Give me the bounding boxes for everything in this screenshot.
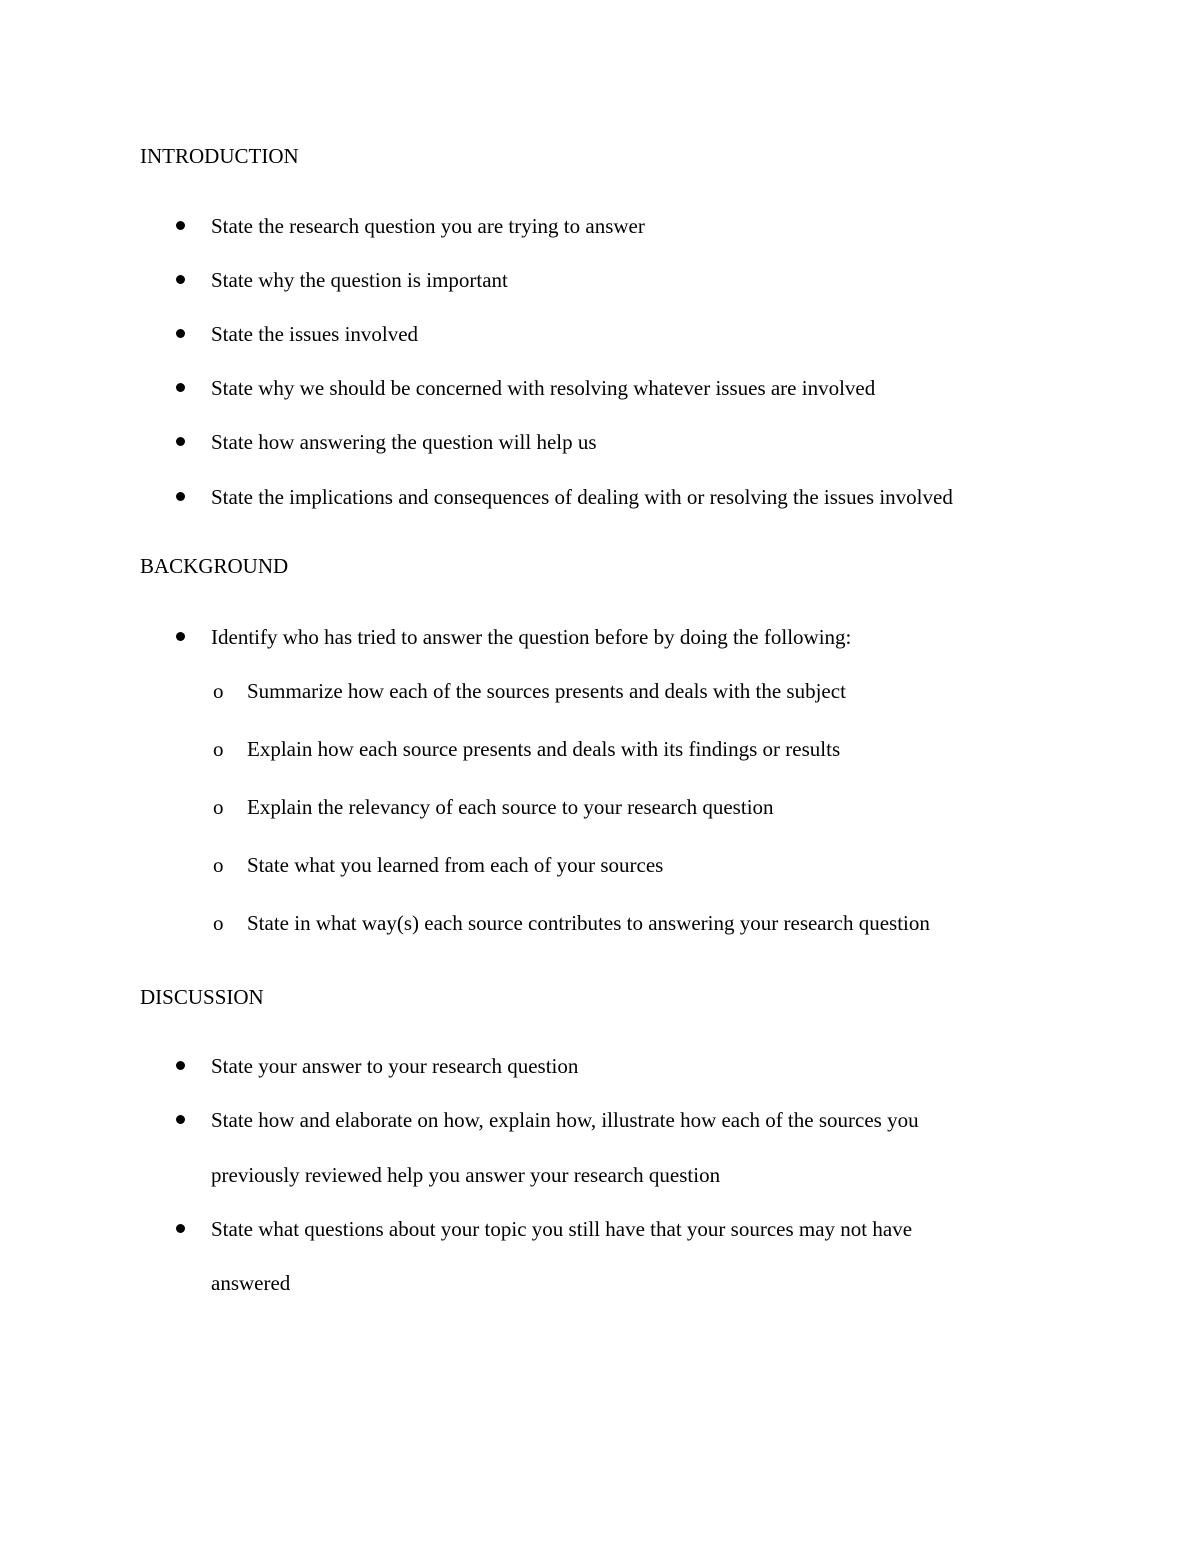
sub-bullet-icon: o <box>213 737 224 761</box>
list-item-continuation: answered <box>211 1271 291 1295</box>
list-item: State the research question you are trying to answer <box>211 214 645 238</box>
sub-bullet-icon: o <box>213 795 224 819</box>
sub-list-item: State what you learned from each of your sources <box>247 853 664 877</box>
list-item: State how and elaborate on how, explain how, illustrate how each of the sources you <box>211 1108 919 1132</box>
sub-bullet-icon: o <box>213 911 224 935</box>
bullet-icon <box>176 1061 185 1070</box>
sub-list-item: Explain how each source presents and deals with its findings or results <box>247 737 841 761</box>
list-item: State your answer to your research question <box>211 1054 579 1078</box>
section-heading-background: BACKGROUND <box>140 554 289 578</box>
section-heading-discussion: DISCUSSION <box>140 985 264 1009</box>
bullet-icon <box>176 1224 185 1233</box>
section-heading-introduction: INTRODUCTION <box>140 144 299 168</box>
sub-list-item: Summarize how each of the sources presents and deals with the subject <box>247 679 846 703</box>
sub-list-item: State in what way(s) each source contributes to answering your research question <box>247 911 930 935</box>
bullet-icon <box>176 437 185 446</box>
bullet-icon <box>176 1115 185 1124</box>
sub-list-item: Explain the relevancy of each source to your research question <box>247 795 774 819</box>
sub-bullet-icon: o <box>213 853 224 877</box>
list-item-continuation: previously reviewed help you answer your research question <box>211 1163 721 1187</box>
bullet-icon <box>176 383 185 392</box>
bullet-icon <box>176 275 185 284</box>
sub-bullet-icon: o <box>213 679 224 703</box>
list-item: State why the question is important <box>211 268 508 292</box>
bullet-icon <box>176 221 185 230</box>
list-item: State the issues involved <box>211 322 419 346</box>
bullet-icon <box>176 492 185 501</box>
list-item: State what questions about your topic you still have that your sources may not have <box>211 1217 913 1241</box>
bullet-icon <box>176 329 185 338</box>
list-item: State how answering the question will help us <box>211 430 597 454</box>
list-item: Identify who has tried to answer the question before by doing the following: <box>211 625 852 649</box>
list-item: State why we should be concerned with resolving whatever issues are involved <box>211 376 876 400</box>
bullet-icon <box>176 632 185 641</box>
list-item: State the implications and consequences of dealing with or resolving the issues involved <box>211 485 953 509</box>
